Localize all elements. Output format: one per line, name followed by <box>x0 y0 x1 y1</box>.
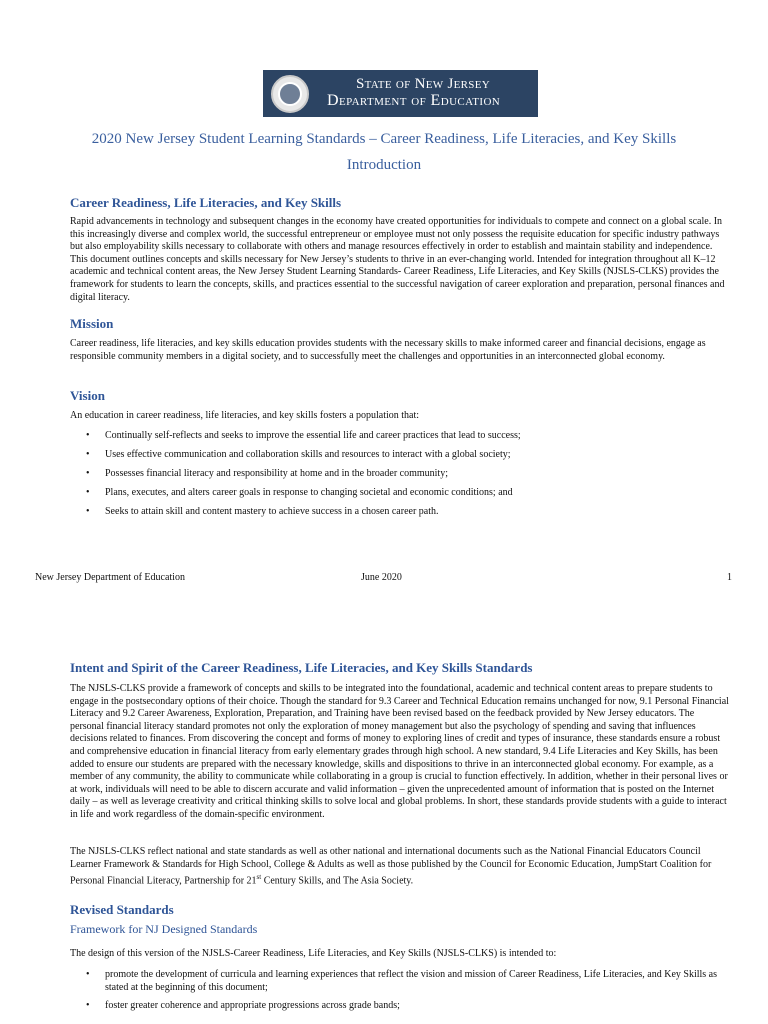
document-subtitle: Introduction <box>346 157 422 173</box>
document-title: 2020 New Jersey Student Learning Standards – Career Readiness, Life Literacies, and Key Skills <box>91 131 677 147</box>
subheading-framework: Framework for NJ Designed Standards <box>70 922 258 936</box>
nj-doe-banner-logo <box>263 70 538 117</box>
vision-intro: An education in career readiness, life literacies, and key skills fosters a population that: <box>70 410 420 421</box>
banner-line-2: Department of Education <box>327 91 501 109</box>
section-heading-vision: Vision <box>70 388 105 403</box>
section-body-career-readiness: Rapid advancements in technology and subsequent changes in the economy have created opportunities for individuals to compete and connect on a global scale. In this increasingly diverse and complex world, the successful entrepreneur or employee must not only possess the requisite education for specific industry pathways but also employability skills necessary to collaborate with others and manage resources effectively in order to establish and maintain stability and independence. This document outlines concepts and skills necessary for New Jersey’s students to thrive in an ever-changing world. Intended for integration throughout all K–12 academic and technical content areas, the New Jersey Student Learning Standards- Career Readiness, Life Literacies, and Key Skills (NJSLS-CLKS) provides the framework for students to learn the concepts, skills, and practices essential to the successful navigation of career exploration and preparation, personal finances and digital literacy. <box>70 216 725 303</box>
list-item: • promote the development of curricula and learning experiences that reflect the vision and mission of Career Readiness, Life Literacies, and Key Skills as stated at the beginning of this document; <box>86 969 726 994</box>
page-gap <box>0 610 768 636</box>
footer-left: New Jersey Department of Education <box>35 572 185 583</box>
list-item: • Seeks to attain skill and content mastery to achieve success in a chosen career path. <box>86 506 726 525</box>
design-intro: The design of this version of the NJSLS-Career Readiness, Life Literacies, and Key Skills (NJSLS-CLKS) is intended to: <box>70 948 557 959</box>
section-heading-revised-standards: Revised Standards <box>70 902 174 917</box>
section-heading-career-readiness: Career Readiness, Life Literacies, and Key Skills <box>70 195 342 210</box>
state-seal-icon <box>271 75 309 113</box>
section-body-reflect: The NJSLS-CLKS reflect national and state standards as well as other national and international documents such as the National Financial Educators Council Learner Framework & Standards for High School, College & Adults as well as those published by the Council for Economic Education, JumpStart Coalition for Personal Financial Literacy, Partnership for 21st Century Skills, and The Asia Society. <box>70 846 712 887</box>
footer-page-number: 1 <box>727 572 732 583</box>
list-item: • Possesses financial literacy and responsibility at home and in the broader community; <box>86 468 726 487</box>
list-item: • foster greater coherence and appropriate progressions across grade bands; <box>86 1000 726 1013</box>
banner-line-1: State of New Jersey <box>356 76 490 93</box>
section-body-mission: Career readiness, life literacies, and key skills education provides students with the necessary skills to make informed career and financial decisions, engage as responsible community members in a digital society, and to successfully meet the challenges and opportunities in an interconnected global economy. <box>70 338 706 362</box>
list-item: • Uses effective communication and collaboration skills and resources to interact with a global society; <box>86 449 726 468</box>
document-page-2 <box>0 636 768 1024</box>
section-heading-mission: Mission <box>70 316 114 331</box>
list-item: • Plans, executes, and alters career goals in response to changing societal and economic conditions; and <box>86 487 726 506</box>
section-body-intent: The NJSLS-CLKS provide a framework of concepts and skills to be integrated into the foundational, academic and technical content areas to prepare students to engage in the postsecondary options of their choice. Though the standard for 9.3 Career and Technical Education remains unchanged for now, 9.1 Personal Financial Literacy and 9.2 Career Awareness, Exploration, Preparation, and Training have been revised based on the feedback provided by New Jersey educators. The personal financial literacy standard promotes not only the exploration of money management but also the psychology of spending and saving that influences decisions related to finances. From discovering the concept and forms of money to exploring lines of credit and types of insurance, these standards ensure a robust and comprehensive education in financial literacy from early elementary grades through high school. A new standard, 9.4 Life Literacies and Key Skills, has been added to ensure our students are prepared with the necessary knowledge, skills and dispositions to thrive in an interconnected global economy. For example, as a member of any community, the ability to communicate while collaborating in a group is crucial to function effectively. In addition, whether in their personal lives or at work, individuals will need to be able to discern accurate and valid information – given the unprecedented amount of information that is posted on the Internet daily – as well as leverage creativity and critical thinking skills to solve local and global problems. In short, these standards provide students with a guide to interact in life and work regardless of the domain-specific environment. <box>70 683 729 820</box>
design-bullet-list <box>86 969 726 1013</box>
footer-date: June 2020 <box>361 572 402 583</box>
list-item: • Continually self-reflects and seeks to improve the essential life and career practices that lead to success; <box>86 430 726 449</box>
vision-bullet-list <box>86 430 726 525</box>
section-heading-intent: Intent and Spirit of the Career Readiness, Life Literacies, and Key Skills Standards <box>70 660 533 675</box>
